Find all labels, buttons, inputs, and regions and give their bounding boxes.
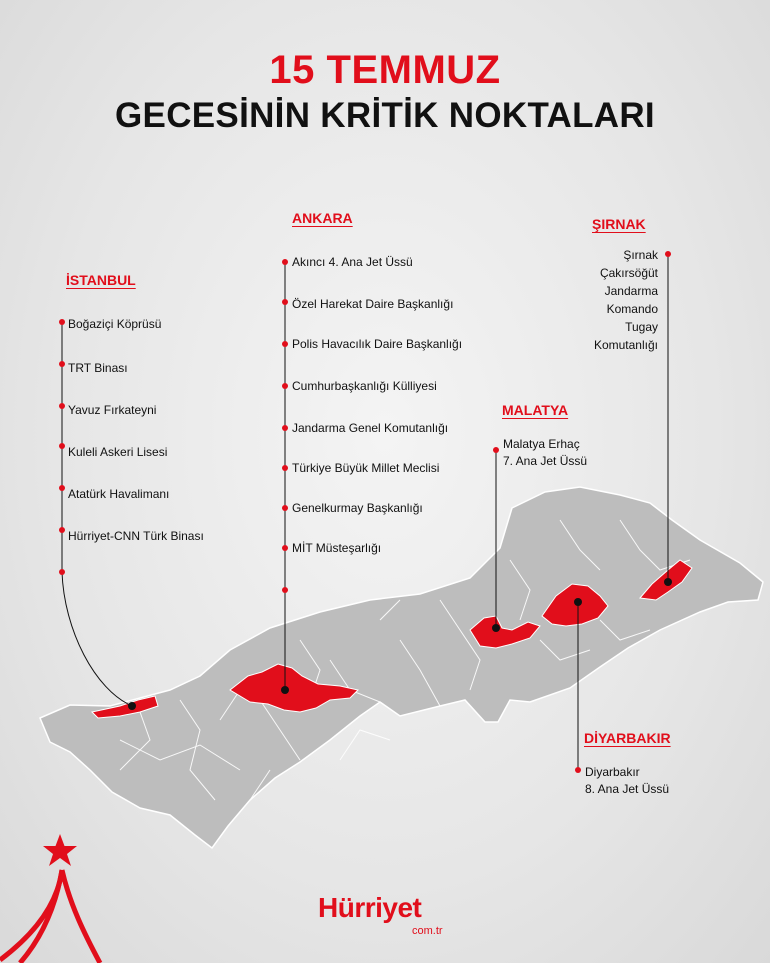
sirnak-item: Çakırsöğüt <box>599 266 658 280</box>
istanbul-item: Kuleli Askeri Lisesi <box>68 445 168 459</box>
ankara-item: Genelkurmay Başkanlığı <box>292 501 423 515</box>
istanbul-item: Hürriyet-CNN Türk Binası <box>68 529 204 543</box>
sirnak-item: Komando <box>606 302 658 316</box>
ankara-item: Polis Havacılık Daire Başkanlığı <box>292 337 463 351</box>
sirnak-item: Komutanlığı <box>593 338 658 352</box>
sirnak-item: Şırnak <box>623 248 658 262</box>
diyarbakir-item: 8. Ana Jet Üssü <box>585 782 670 796</box>
decorative-arcs <box>0 870 100 963</box>
ankara-item: Türkiye Büyük Millet Meclisi <box>292 461 440 475</box>
ankara-item: Akıncı 4. Ana Jet Üssü <box>292 255 413 269</box>
istanbul-item: Atatürk Havalimanı <box>68 487 170 501</box>
sirnak-item: Tugay <box>625 320 658 334</box>
istanbul-item: TRT Binası <box>68 361 128 375</box>
ankara-item: MİT Müsteşarlığı <box>292 541 382 555</box>
ankara-heading: ANKARA <box>292 210 353 226</box>
title-line-1: 15 TEMMUZ <box>269 48 501 92</box>
diyarbakir-item: Diyarbakır <box>585 765 640 779</box>
star-icon <box>43 834 77 866</box>
malatya-heading: MALATYA <box>502 402 569 418</box>
istanbul-item: Boğaziçi Köprüsü <box>68 317 162 331</box>
ankara-item: Cumhurbaşkanlığı Külliyesi <box>292 379 437 393</box>
title-line-2: GECESİNİN KRİTİK NOKTALARI <box>115 96 655 135</box>
malatya-item: 7. Ana Jet Üssü <box>503 454 588 468</box>
sirnak-item: Jandarma <box>604 284 658 298</box>
brand-logo: Hürriyet <box>318 892 422 923</box>
ankara-item: Jandarma Genel Komutanlığı <box>292 421 449 435</box>
istanbul-heading: İSTANBUL <box>66 272 136 288</box>
istanbul-item: Yavuz Fırkateyni <box>68 403 157 417</box>
ankara-item: Özel Harekat Daire Başkanlığı <box>292 297 454 311</box>
diyarbakir-heading: DİYARBAKIR <box>584 730 671 746</box>
malatya-item: Malatya Erhaç <box>503 437 580 451</box>
sirnak-heading: ŞIRNAK <box>592 216 646 232</box>
istanbul-leader-line <box>62 322 132 706</box>
brand-domain: com.tr <box>412 925 443 937</box>
